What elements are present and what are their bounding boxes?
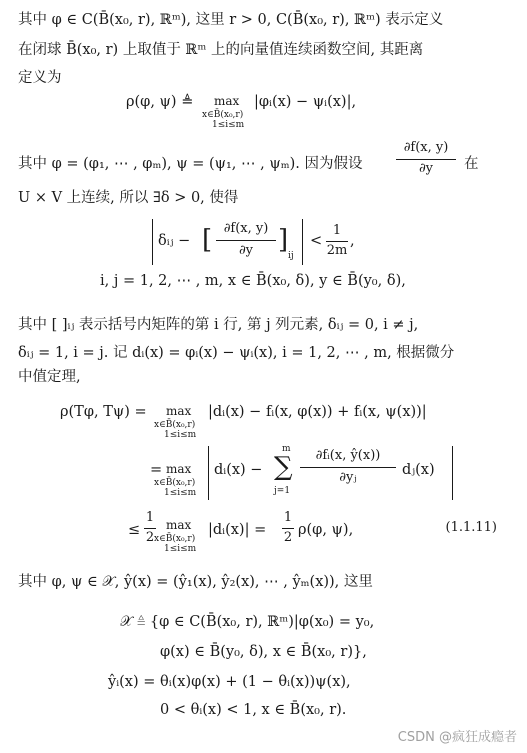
equation-bound	[100, 215, 440, 305]
eq1-rhs: |φᵢ(x) − ψᵢ(x)|,	[254, 94, 357, 110]
p2-frac-bar	[396, 159, 456, 160]
eq2-frac-num: ∂f(x, y)	[223, 221, 269, 236]
eq4-line-2: φ(x) ∈ B̄(y₀, δ), x ∈ B̄(x₀, r)},	[160, 644, 367, 660]
paragraph-2-text-a: 其中 φ = (φ₁, ⋯ , φₘ), ψ = (ψ₁, ⋯ , ψₘ). 因为假设	[18, 156, 363, 172]
eq2-term-a: δᵢⱼ −	[158, 233, 191, 249]
eq2-bracket-right: ]	[278, 225, 289, 255]
equation-distance	[126, 92, 426, 134]
eq2-rfrac-bar	[326, 241, 348, 242]
paragraph-4-line-1: 其中 φ, ψ ∈ 𝒳, ŷ(x) = (ŷ₁(x), ŷ₂(x), ⋯ , ŷₘ(x)), 这里	[18, 574, 373, 590]
p2-frac-num: ∂f(x, y)	[403, 140, 449, 155]
eq3-line-1-rhs: |dᵢ(x) − fᵢ(x, φ(x)) + fᵢ(x, ψ(x))|	[208, 404, 427, 420]
p2-frac-den: ∂y	[418, 161, 434, 176]
eq3-line-1-sub-2: 1≤i≤m	[164, 430, 197, 440]
eq3-frac-num: ∂fᵢ(x, ŷ(x))	[315, 448, 381, 463]
eq3-half-num-2: 1	[283, 510, 293, 525]
eq3-line-2-b: dⱼ(x)	[402, 462, 435, 478]
eq3-abs-left	[208, 446, 209, 500]
eq3-half-den-2: 2	[283, 530, 293, 545]
eq3-abs-right	[452, 446, 453, 500]
eq3-sum-top: m	[282, 444, 291, 454]
eq3-line-3-a: |dᵢ(x)| =	[208, 522, 267, 538]
eq2-rfrac-num: 1	[332, 223, 342, 238]
eq2-frac-den: ∂y	[238, 243, 254, 258]
eq4-line-4: 0 < θᵢ(x) < 1, x ∈ B̄(x₀, r).	[160, 702, 347, 718]
eq3-sum: ∑	[274, 452, 293, 482]
paragraph-2-line-1	[18, 140, 518, 184]
eq2-frac-bar	[216, 240, 276, 241]
eq3-half-den: 2	[145, 530, 155, 545]
paragraph-3-line-2: δᵢⱼ = 1, i = j. 记 dᵢ(x) = φᵢ(x) − ψᵢ(x), i = 1, 2, ⋯ , m, 根据微分	[18, 345, 455, 361]
eq1-lhs: ρ(φ, ψ) ≜	[126, 94, 194, 110]
csdn-watermark: CSDN @疯狂成瘾者	[397, 730, 517, 745]
paragraph-3-line-1: 其中 [ ]ᵢⱼ 表示括号内矩阵的第 i 行, 第 j 列元素, δᵢⱼ = 0, i ≠ j,	[18, 317, 419, 333]
eq1-max: max	[214, 94, 240, 108]
eq3-half-bar	[144, 528, 156, 529]
paragraph-1-line-3: 定义为	[18, 70, 62, 86]
eq3-line-1-max: max	[166, 404, 192, 418]
eq3-frac-bar	[300, 467, 396, 468]
eq4-line-1: 𝒳 ≜ {φ ∈ C(B̄(x₀, r), ℝᵐ)|φ(x₀) = y₀,	[120, 614, 375, 630]
eq1-subscript-1: x∈B̄(x₀,r)	[202, 110, 244, 120]
eq2-line-2: i, j = 1, 2, ⋯ , m, x ∈ B̄(x₀, δ), y ∈ B̄(y₀, δ),	[100, 273, 406, 289]
eq1-subscript-2: 1≤i≤m	[212, 120, 245, 130]
eq3-frac-den: ∂yⱼ	[339, 470, 357, 485]
eq3-line-2-max: max	[166, 462, 192, 476]
eq4-line-3: ŷᵢ(x) = θᵢ(x)φ(x) + (1 − θᵢ(x))ψ(x),	[108, 674, 351, 690]
eq2-bracket-left: [	[202, 225, 213, 255]
eq3-line-3-sub-1: x∈B̄(x₀,r)	[154, 534, 196, 544]
paragraph-2-line-2: U × V 上连续, 所以 ∃δ > 0, 使得	[18, 190, 239, 206]
eq3-half-num: 1	[145, 510, 155, 525]
eq3-line-2-a: dᵢ(x) −	[214, 462, 263, 478]
eq2-rfrac-den: 2m	[326, 243, 348, 258]
eq3-line-3-sub-2: 1≤i≤m	[164, 544, 197, 554]
eq2-comma: ,	[350, 233, 355, 249]
eq3-line-2-sub-2: 1≤i≤m	[164, 488, 197, 498]
eq3-line-3-leq: ≤	[128, 522, 141, 538]
eq3-line-3-max: max	[166, 518, 192, 532]
paragraph-1-line-1: 其中 φ ∈ C(B̄(x₀, r), ℝᵐ), 这里 r > 0, C(B̄(x₀, r), ℝᵐ) 表示定义	[18, 12, 444, 28]
paragraph-3-line-3: 中值定理,	[18, 369, 81, 385]
equation-number: (1.1.11)	[445, 520, 497, 535]
eq2-lt: <	[310, 233, 323, 249]
eq3-sum-bottom: j=1	[274, 486, 291, 496]
eq3-line-1-lhs: ρ(Tφ, Tψ) =	[60, 404, 147, 420]
eq2-abs-right	[302, 219, 303, 265]
eq2-abs-left	[152, 219, 153, 265]
equation-contraction	[60, 400, 520, 560]
eq3-line-2-eq: =	[150, 462, 163, 478]
eq3-line-2-sub-1: x∈B̄(x₀,r)	[154, 478, 196, 488]
eq3-line-1-sub-1: x∈B̄(x₀,r)	[154, 420, 196, 430]
paragraph-2-text-b: 在	[464, 156, 479, 172]
eq2-subscript: ij	[288, 251, 294, 261]
eq3-line-3-b: ρ(φ, ψ),	[298, 522, 354, 538]
paragraph-1-line-2: 在闭球 B̄(x₀, r) 上取值于 ℝᵐ 上的向量值连续函数空间, 其距离	[18, 42, 424, 58]
eq3-half-bar-2	[282, 528, 294, 529]
